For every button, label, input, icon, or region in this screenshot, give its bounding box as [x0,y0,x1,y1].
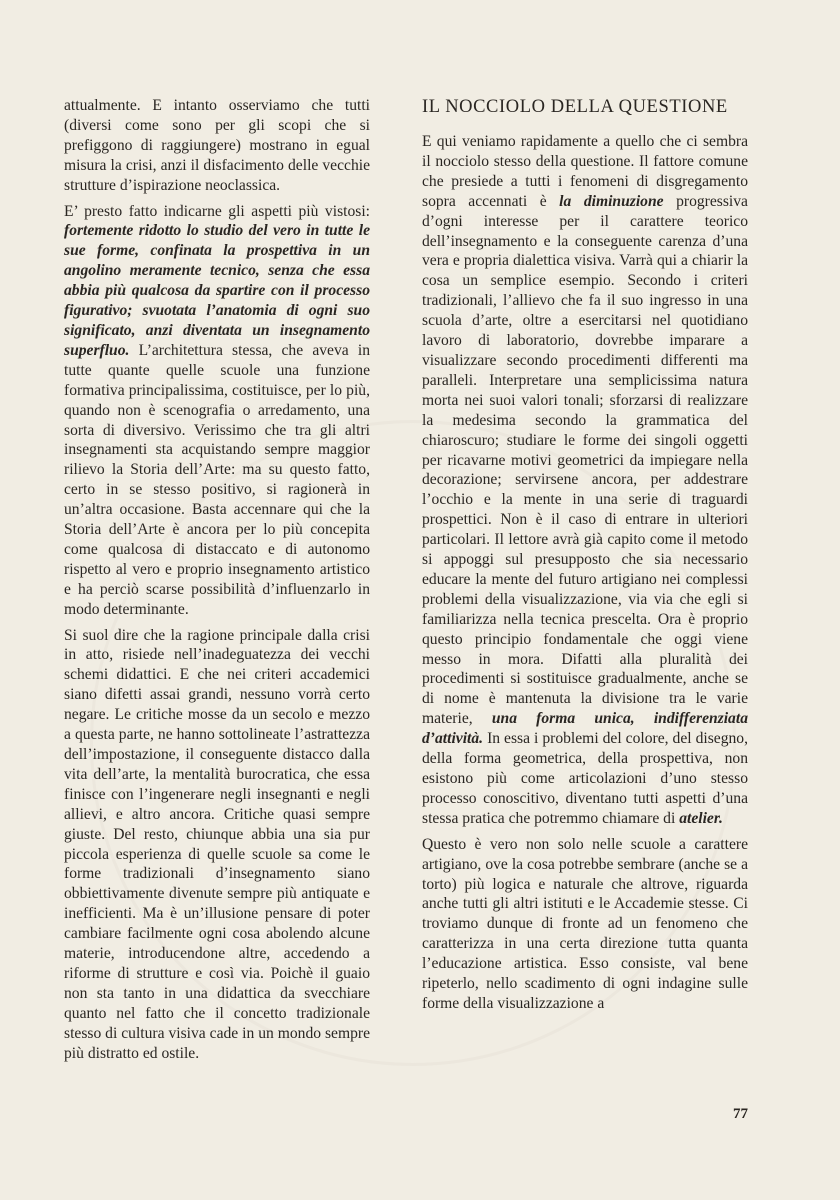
left-text-column [64,96,370,1070]
paragraph-text: In essa i problemi del colore, del disegno, della forma geometrica, della prospettiva, non esistono più come articolazioni d’uno stesso processo conoscitivo, diventano tutti aspetti d’una stessa pratica che potremmo chiamare di [422,730,748,827]
paragraph-text: L’architettura stessa, che aveva in tutte quante quelle scuole una funzione formativa principalissima, costituisce, per lo più, quando non è scenografia o arredamento, una sorta di diversivo. Verissimo che tra gli altri insegnamenti sta acquistando sempre maggior rilievo la Storia dell’Arte: ma su questo fatto, certo in se stesso positivo, si ragionerà in un’altra occasione. Basta accennare qui che la Storia dell’Arte è ancora per lo più concepita come qualcosa di distaccato e di autonomo rispetto al vero e proprio insegnamento artistico e ha perciò scarse possibilità d’influenzarlo in modo determinante. [64,341,370,618]
paragraph-text: Questo è vero non solo nelle scuole a carattere artigiano, ove la cosa potrebbe sembrare (anche se a torto) più logica e naturale che altrove, riguarda anche tutti gli altri istituti e le Accademie stesse. Ci troviamo dunque di fronte ad un fenomeno che caratterizza in una certa direzione tutta quanta l’educazione artistica. Esso consiste, val bene ripeterlo, nello scadimento di ogni indagine sulle forme della visualizzazione a [422,835,748,1012]
paragraph [422,132,748,829]
emphasized-text: la diminuzione [559,192,664,210]
paragraph-text: attualmente. E intanto osserviamo che tutti (diversi come sono per gli scopi che si prefiggono di raggiungere) mostrano in egual misura la crisi, anzi il disfacimento delle vecchie strutture d’ispirazione neoclassica. [64,97,370,194]
paragraph-text: progressiva d’ogni interesse per il carattere teorico dell’insegnamento e la conseguente carenza d’una vera e propria dialettica visiva. Varrà qui a chiarir la cosa un semplice esempio. Secondo i criteri tradizionali, l’allievo che fa il suo ingresso in una scuola d’arte, oltre a esercitarsi nel quotidiano lavoro di laboratorio, dovrebbe imparare a visualizzare secondo procedimenti differenti ma paralleli. Interpretare una semplicissima natura morta nei suoi valori tonali; sforzarsi di realizzare la medesima secondo la grammatica del chiaroscuro; studiare le forme dei singoli oggetti per ricavarne motivi geometrici da impiegare nella decorazione; servirsene ancora, per addestrare l’occhio e la mente in una serie di traguardi prospettici. Non è il caso di entrare in ulteriori particolari. Il lettore avrà già capito come il metodo si appoggi sul presupposto che sia necessario educare la mente del futuro artigiano nei complessi problemi della visualizzazione, via via che egli si familiarizza nella tecnica prescelta. Ora è proprio questo principio fondamentale che oggi viene messo in mora. Difatti alla pluralità dei procedimenti si sostituisce gradualmente, anche se di nome è mantenuta la divisione tra le varie materie, [422,192,748,728]
paragraph [422,835,748,1014]
paragraph [64,96,370,196]
paragraph-text: E qui veniamo rapidamente a quello che ci sembra il nocciolo stesso della questione. Il fattore comune che presiede a tutti i fenomeni di disgregamento sopra accennati è [422,133,748,210]
paragraph [64,626,370,1064]
emphasized-text: una forma unica, indifferenziata d’attività. [422,710,748,748]
emphasized-text: fortemente ridotto lo studio del vero in tutte le sue forme, confinata la prospettiva in un angolino meramente tecnico, senza che essa abbia più qualcosa da spartire con il processo figurativo; svuotata l’anatomia di ogni suo significato, anzi diventata un insegnamento superfluo. [64,222,370,359]
emphasized-text: atelier. [679,809,723,827]
right-text-column [422,96,748,1020]
paragraph [64,202,370,620]
page-number: 77 [733,1106,748,1122]
paragraph-text: Si suol dire che la ragione principale dalla crisi in atto, risiede nell’inadeguatezza dei vecchi schemi didattici. E che nei criteri accademici siano difetti assai grandi, nessuno vorrà certo negare. Le critiche mosse da un secolo e mezzo a questa parte, ne hanno sottolineate l’astrattezza dell’impostazione, il conseguente distacco dalla vita dell’arte, la mentalità burocratica, che essa finisce con l’ingenerare negli insegnanti e negli allievi, e altro ancora. Critiche quasi sempre giuste. Del resto, chiunque abbia una sia pur piccola esperienza di quelle scuole sa come le forme tradizionali d’insegnamento siano obbiettivamente divenute sempre più antiquate e inefficienti. Ma è un’illusione pensare di poter cambiare facilmente ogni cosa abolendo alcune materie, introducendone altre, accedendo a riforme di strutture e così via. Poichè il guaio non sta tanto in una didattica da svecchiare quanto nel fatto che il concetto tradizionale stesso di cultura visiva cade in un mondo sempre più distratto ed ostile. [64,626,370,1062]
paragraph-text: E’ presto fatto indicarne gli aspetti più vistosi: [64,202,370,220]
section-heading: IL NOCCIOLO DELLA QUESTIONE [422,97,728,117]
